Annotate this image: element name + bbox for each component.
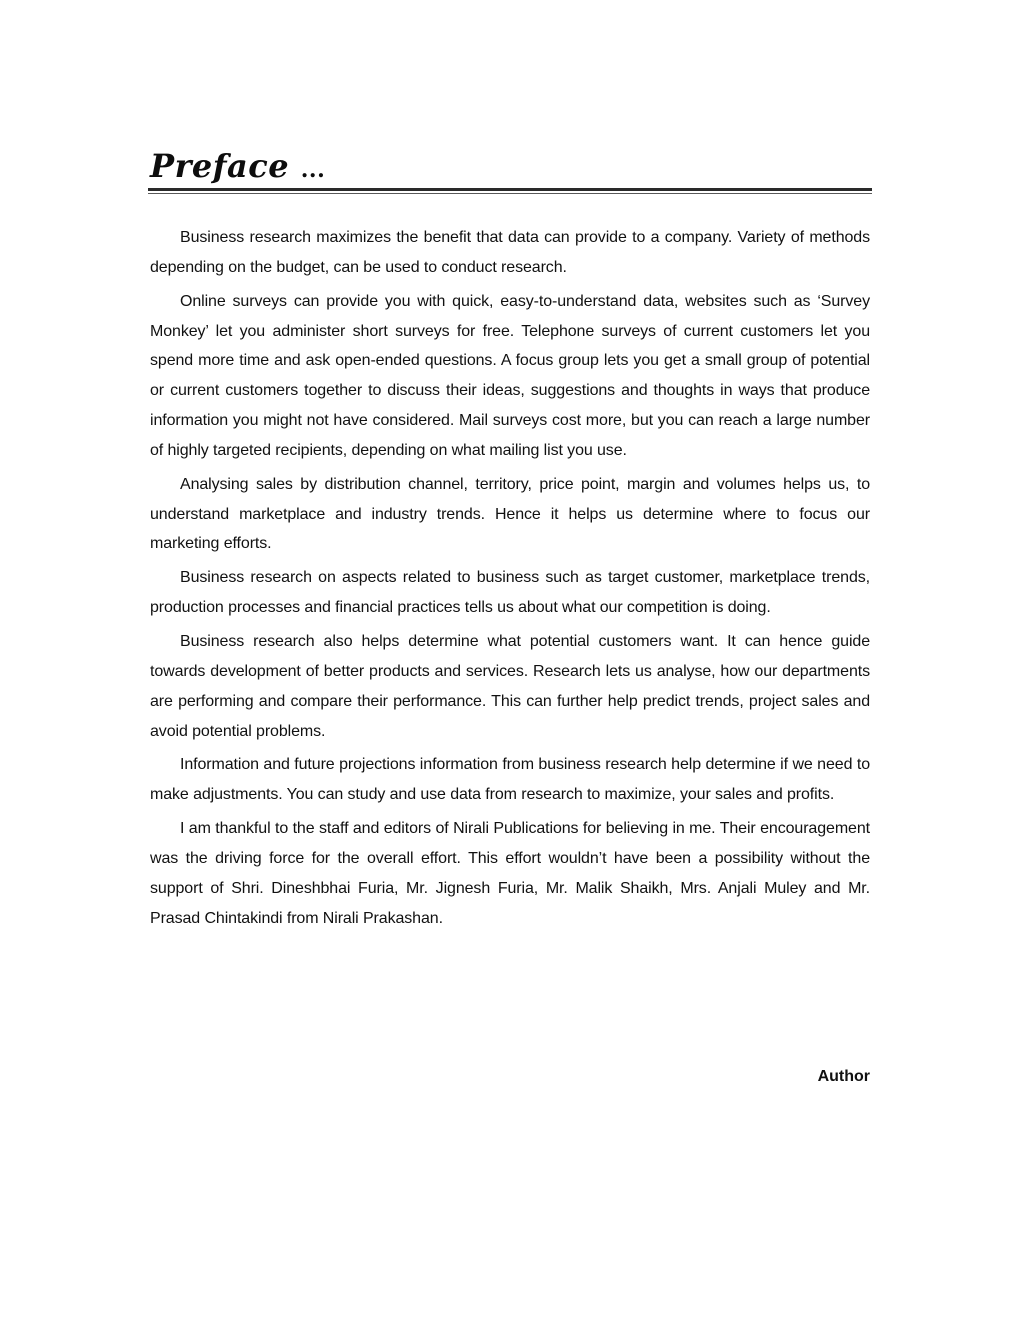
- paragraph-3: Analysing sales by distribution channel, territory, price point, margin and volumes helps us, to understand marketplace and industry trends. Hence it helps us determine where to focus our marketing efforts.: [150, 475, 870, 553]
- paragraph-1: Business research maximizes the benefit that data can provide to a company. Variety of methods depending on the budget, can be used to conduct research.: [150, 229, 870, 276]
- title-underline-thin: [148, 193, 872, 194]
- title-underline: [148, 188, 872, 191]
- page-title: [150, 146, 325, 190]
- paragraph-5: Business research also helps determine what potential customers want. It can hence guide towards development of better products and services. Research lets us analyse, how our departments are performing and compare their performance. This can further help predict trends, project sales and avoid potential problems.: [150, 632, 870, 740]
- author-signature: Author: [817, 1068, 870, 1085]
- paragraph-4: Business research on aspects related to business such as target customer, marketplace trends, production processes and financial practices tells us about what our competition is doing.: [150, 569, 870, 617]
- title-ellipsis: ...: [300, 157, 326, 183]
- title-text: Preface: [150, 147, 290, 185]
- paragraph-6: Information and future projections information from business research help determine if we need to make adjustments. You can study and use data from research to maximize, your sales and profits.: [150, 756, 870, 804]
- preface-body: [150, 223, 870, 937]
- paragraph-2: Online surveys can provide you with quick, easy-to-understand data, websites such as ‘Survey Monkey’ let you administer short surveys for free. Telephone surveys of current customers let you spend more time and ask open-ended questions. A focus group lets you get a small group of potential or current customers together to discuss their ideas, suggestions and thoughts in ways that produce information you might not have considered. Mail surveys cost more, but you can reach a large number of highly targeted recipients, depending on what mailing list you use.: [150, 292, 870, 459]
- paragraph-7: I am thankful to the staff and editors of Nirali Publications for believing in me. Their encouragement was the driving force for the overall effort. This effort wouldn’t have been a possibility without the support of Shri. Dineshbhai Furia, Mr. Jignesh Furia, Mr. Malik Shaikh, Mrs. Anjali Muley and Mr. Prasad Chintakindi from Nirali Prakashan.: [150, 820, 870, 927]
